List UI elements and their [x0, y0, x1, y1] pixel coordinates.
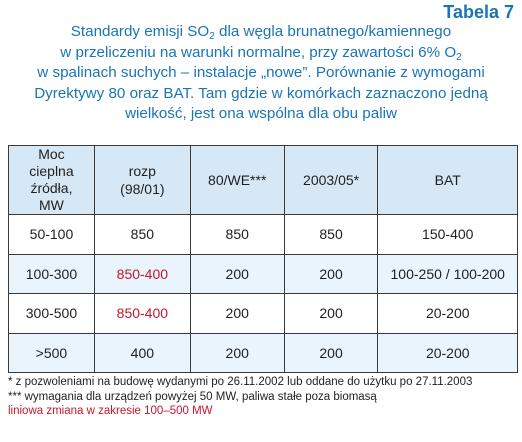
header-rozp: rozp (98/01): [94, 146, 190, 215]
emission-standards-table: [8, 145, 518, 373]
cell-rozp: 400: [94, 333, 190, 373]
caption-line-5: wielkość, jest ona wspólna dla obu paliw: [125, 105, 397, 122]
cell-80we: 200: [190, 294, 284, 334]
footnote-single-asterisk: * z pozwoleniami na budowę wydanymi po 26.11.2002 lub oddane do użytku po 27.11.2003: [8, 376, 473, 388]
table-caption: [0, 22, 522, 125]
cell-80we: 200: [190, 333, 284, 373]
header-bat: BAT: [378, 146, 518, 215]
cell-bat: 20-200: [378, 294, 518, 334]
footnote-linear-change: liniowa zmiana w zakresie 100–500 MW: [8, 405, 213, 417]
cell-bat: 100-250 / 100-200: [378, 254, 518, 294]
cell-power: 300-500: [9, 294, 95, 334]
cell-rozp: 850-400: [94, 294, 190, 334]
header-2003-05: 2003/05*: [284, 146, 378, 215]
cell-power: 50-100: [9, 215, 95, 255]
cell-power: 100-300: [9, 254, 95, 294]
cell-2003-05: 200: [284, 254, 378, 294]
cell-80we: 850: [190, 215, 284, 255]
caption-line-4: Dyrektywy 80 oraz BAT. Tam gdzie w komórkach zaznaczono jedną: [34, 84, 488, 102]
footnotes: [8, 375, 516, 419]
cell-2003-05: 200: [284, 333, 378, 373]
table-row: [9, 294, 518, 334]
caption-line-2: w przeliczeniu na warunki normalne, przy zawartości 6% $O_2$: [60, 43, 462, 63]
cell-power: >500: [9, 333, 95, 373]
cell-80we: 200: [190, 254, 284, 294]
table-number-label: Tabela 7: [443, 2, 514, 22]
cell-rozp: 850-400: [94, 254, 190, 294]
cell-bat: 150-400: [378, 215, 518, 255]
footnote-triple-asterisk: *** wymagania dla urządzeń powyżej 50 MW, paliwa stałe poza biomasą: [8, 390, 377, 403]
table-row: [9, 333, 518, 373]
table-row: [9, 254, 518, 294]
caption-line-1: Standardy emisji $SO_2$ dla węgla brunatnego/kamiennego: [70, 23, 452, 42]
header-80we: 80/WE***: [190, 146, 284, 215]
caption-line-3: w spalinach suchych – instalacje „nowe”. Porównanie z wymogami: [37, 64, 485, 81]
cell-bat: 20-200: [378, 333, 518, 373]
cell-2003-05: 200: [284, 294, 378, 334]
table-row: [9, 215, 518, 255]
table-header-row: [9, 146, 518, 215]
header-power: Moc cieplna źródła, MW: [9, 146, 95, 215]
cell-rozp: 850: [94, 215, 190, 255]
cell-2003-05: 850: [284, 215, 378, 255]
